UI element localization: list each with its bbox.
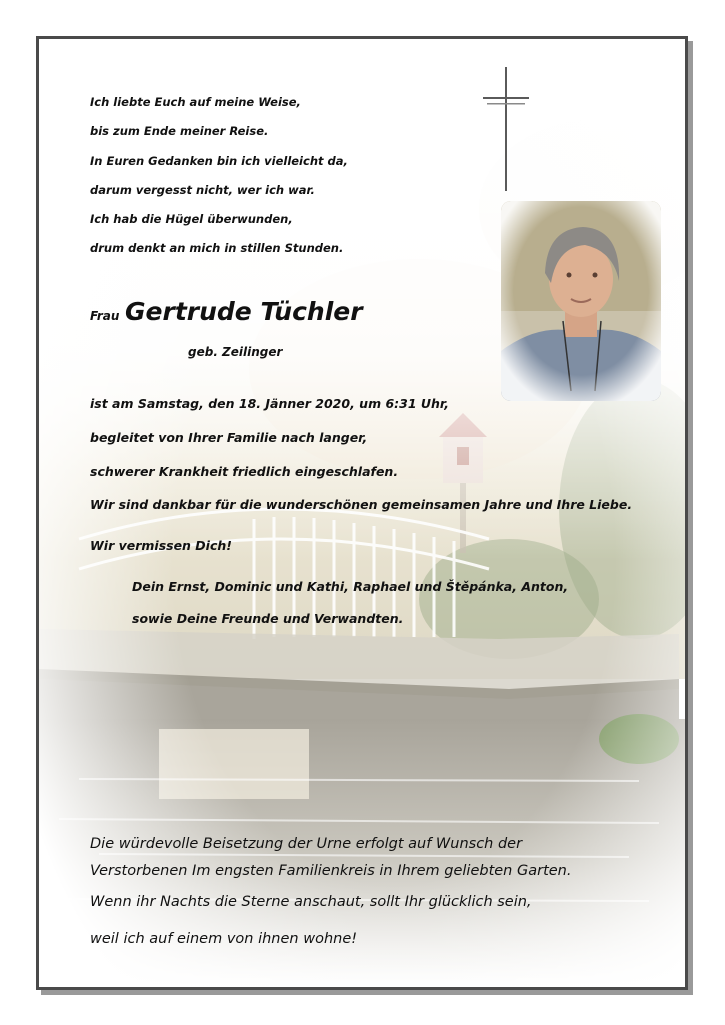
poem-verse: [90, 88, 348, 264]
closing-line: Die würdevolle Beisetzung der Urne erfolgt auf Wunsch der: [90, 836, 523, 852]
announcement-line: ist am Samstag, den 18. Jänner 2020, um 6:31 Uhr,: [90, 396, 450, 411]
family-line: Dein Ernst, Dominic und Kathi, Raphael und Štěpánka, Anton,: [132, 579, 569, 594]
closing-line: weil ich auf einem von ihnen wohne!: [90, 931, 358, 947]
portrait-photo: [501, 201, 661, 401]
family-line: sowie Deine Freunde und Verwandten.: [132, 611, 404, 626]
closing-line: Verstorbenen Im engsten Familienkreis in Ihrem geliebten Garten.: [90, 863, 572, 879]
deceased-name-line: [90, 297, 363, 326]
verse-line: drum denkt an mich in stillen Stunden.: [90, 241, 344, 256]
verse-line: bis zum Ende meiner Reise.: [90, 124, 269, 139]
death-announcement: [90, 387, 632, 522]
maiden-name: geb. Zeilinger: [188, 345, 283, 359]
family-signatures: [132, 571, 568, 635]
closing-text: [90, 831, 571, 953]
name-prefix: Frau: [90, 309, 120, 323]
announcement-line: Wir sind dankbar für die wunderschönen gemeinsamen Jahre und Ihre Liebe.: [90, 497, 633, 513]
cross-icon: [483, 67, 529, 191]
miss-you-line: Wir vermissen Dich!: [90, 538, 232, 553]
verse-line: Ich hab die Hügel überwunden,: [90, 212, 293, 227]
obituary-card: [36, 36, 688, 990]
verse-line: Ich liebte Euch auf meine Weise,: [90, 95, 301, 109]
announcement-line: schwerer Krankheit friedlich eingeschlafen.: [90, 463, 399, 479]
verse-line: In Euren Gedanken bin ich vielleicht da,: [90, 153, 348, 168]
verse-line: darum vergesst nicht, wer ich war.: [90, 182, 315, 197]
deceased-name: Gertrude Tüchler: [125, 297, 363, 326]
announcement-line: begleitet von Ihrer Familie nach langer,: [90, 429, 368, 445]
closing-line: Wenn ihr Nachts die Sterne anschaut, sollt Ihr glücklich sein,: [90, 894, 532, 910]
